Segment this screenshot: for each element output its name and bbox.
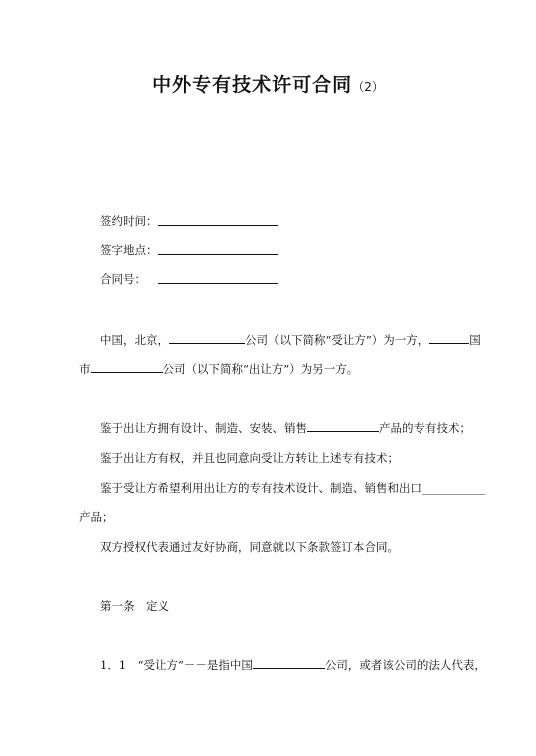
- recital-text: 鉴于出让方拥有设计、制造、安装、销售: [100, 421, 307, 435]
- clause-number: 1．1: [100, 658, 127, 672]
- parties-text: 公司（以下简称“出让方”）为另一方。: [162, 362, 359, 376]
- recital-text: 产品的专有技术；: [379, 421, 471, 435]
- clause-text: “受让方”－－是指中国: [137, 658, 253, 672]
- signing-time-blank: [158, 225, 278, 226]
- clause-text: 公司，或者该公司的法人代表，: [324, 658, 486, 672]
- parties-text: 公司（以下简称“受让方”）为一方，: [245, 333, 430, 347]
- recital-4: 双方授权代表通过友好协商，同意就以下条款签订本合同。: [100, 540, 399, 554]
- parties-text: 国: [469, 333, 481, 347]
- signing-place-blank: [158, 254, 278, 255]
- contract-number-blank: [158, 283, 278, 284]
- parties-line-1: [100, 332, 481, 348]
- blank-line: [253, 657, 325, 669]
- signing-time-label: 签约时间：: [100, 214, 158, 228]
- recital-text: 鉴于受让方希望利用出让方的专有技术设计、制造、销售和出口: [100, 481, 422, 495]
- parties-text: 市: [79, 362, 91, 376]
- recital-blank: ___________: [422, 481, 486, 495]
- blank-line: [307, 420, 379, 432]
- blank-line: [429, 332, 469, 344]
- signing-place-label: 签字地点：: [100, 243, 158, 257]
- parties-text: 中国，北京，: [100, 333, 169, 347]
- recital-3-continued: 产品；: [79, 510, 114, 524]
- recital-3: [100, 480, 485, 496]
- clause-1-1: [100, 657, 486, 673]
- blank-line: [91, 361, 163, 373]
- document-title: [0, 70, 536, 97]
- title-suffix: （2）: [352, 80, 384, 94]
- parties-line-2: [79, 361, 358, 377]
- recital-1: [100, 420, 471, 436]
- article-1-heading: 第一条 定义: [100, 599, 169, 613]
- contract-number-label: 合同号：: [100, 272, 146, 286]
- recital-2: 鉴于出让方有权，并且也同意向受让方转让上述专有技术；: [100, 451, 399, 465]
- blank-line: [169, 332, 245, 344]
- title-text: 中外专有技术许可合同: [152, 74, 353, 96]
